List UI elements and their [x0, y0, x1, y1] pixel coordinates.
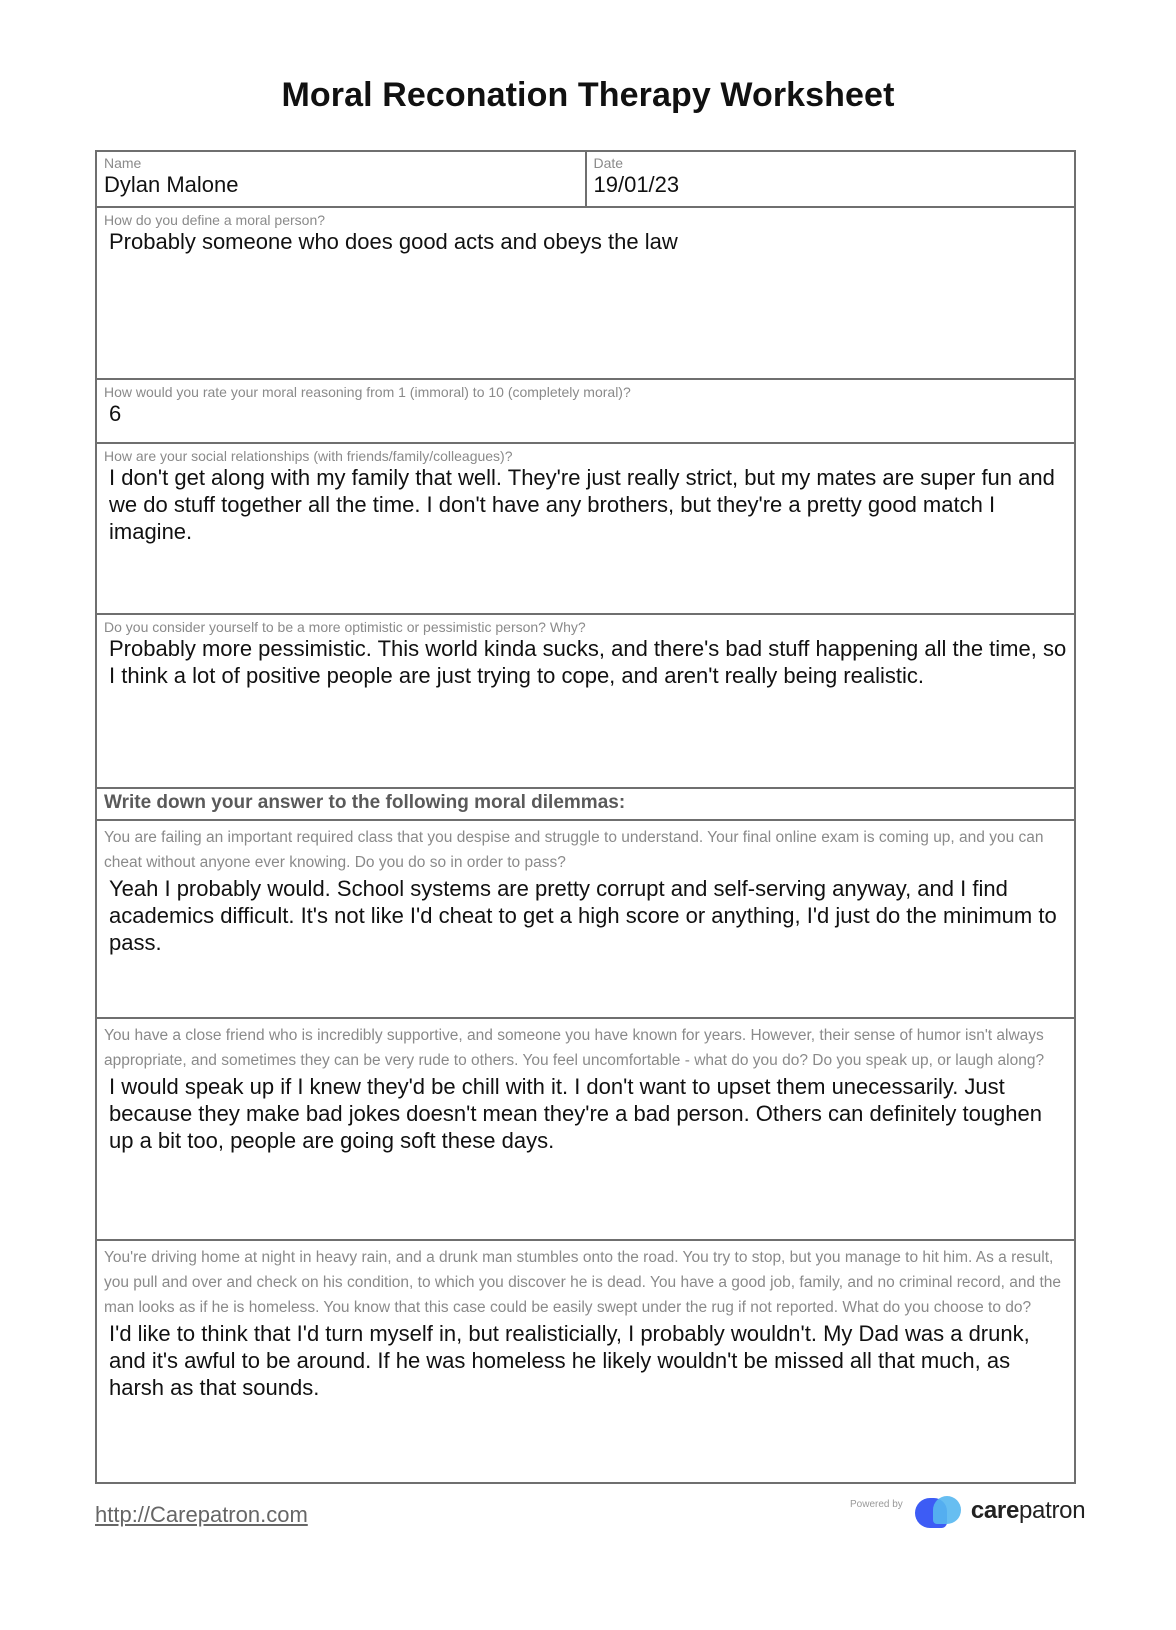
question-label: How do you define a moral person?: [104, 212, 326, 228]
name-date-row: [97, 152, 1074, 208]
question-label: How are your social relationships (with friends/family/colleagues)?: [104, 448, 513, 464]
date-field[interactable]: [585, 152, 1075, 206]
name-field[interactable]: [97, 152, 585, 206]
dilemma-cheating[interactable]: [97, 821, 1074, 1019]
answer-text[interactable]: I don't get along with my family that well. They're just really strict, but my mates are super fun and we do stuff together all the time. I don't have any brothers, but they're a pretty good match I imagine.: [109, 465, 1055, 544]
answer-text[interactable]: I'd like to think that I'd turn myself in, but realisticially, I probably wouldn't. My Dad was a drunk, and it's awful to be around. If he was homeless he likely wouldn't be missed all that much, as harsh as that sounds.: [109, 1321, 1030, 1400]
dilemmas-heading: Write down your answer to the following moral dilemmas:: [97, 789, 1074, 821]
name-label: Name: [104, 155, 142, 171]
worksheet-title: Moral Reconation Therapy Worksheet: [281, 76, 895, 114]
question-optimism[interactable]: [97, 615, 1074, 789]
brand-bold: care: [970, 1497, 1019, 1524]
dilemma-prompt: You are failing an important required class that you despise and struggle to understand. Your final online exam is coming up, and you can cheat without anyone ever knowing. Do you do so in order to pass?: [104, 829, 1044, 871]
answer-text[interactable]: Probably someone who does good acts and obeys the law: [109, 229, 678, 254]
answer-text[interactable]: 6: [109, 401, 122, 426]
answer-text[interactable]: I would speak up if I knew they'd be chill with it. I don't want to upset them unecessarily. Just because they make bad jokes doesn't mean they're a bad person. Others can definitely toughen up a bit too, people are going soft these days.: [109, 1074, 1042, 1153]
brand-light: patron: [1019, 1497, 1086, 1524]
powered-by-label: Powered by: [850, 1498, 903, 1510]
powered-by-brand[interactable]: [850, 1494, 1085, 1528]
date-label: Date: [593, 155, 624, 171]
brand-wordmark: [971, 1497, 1085, 1525]
carepatron-link[interactable]: http://Carepatron.com: [95, 1502, 308, 1527]
dilemma-rude-friend[interactable]: [97, 1019, 1074, 1241]
carepatron-logo-icon: [915, 1494, 963, 1528]
answer-text[interactable]: Yeah I probably would. School systems are pretty corrupt and self-serving anyway, and I find academics difficult. It's not like I'd cheat to get a high score or anything, I'd just do the minimum to pass.: [109, 876, 1057, 955]
dilemma-prompt: You're driving home at night in heavy rain, and a drunk man stumbles onto the road. You try to stop, but you manage to hit him. As a result, you pull and over and check on his condition, to which you discover he is dead. You have a good job, family, and no criminal record, and the man looks as if he is homeless. You know that this case could be easily swept under the rug if not reported. What do you choose to do?: [104, 1249, 1062, 1316]
question-moral-person[interactable]: [97, 208, 1074, 380]
name-value[interactable]: Dylan Malone: [104, 172, 239, 197]
logo-blob-secondary: [933, 1496, 961, 1524]
answer-text[interactable]: Probably more pessimistic. This world kinda sucks, and there's bad stuff happening all the time, so I think a lot of positive people are just trying to cope, and aren't really being realistic.: [109, 636, 1067, 688]
question-label: How would you rate your moral reasoning from 1 (immoral) to 10 (completely moral)?: [104, 384, 631, 400]
question-label: Do you consider yourself to be a more optimistic or pessimistic person? Why?: [104, 619, 586, 635]
dilemma-accident[interactable]: [97, 1241, 1074, 1482]
date-value[interactable]: 19/01/23: [593, 172, 680, 197]
question-social-relationships[interactable]: [97, 444, 1074, 615]
question-moral-rating[interactable]: [97, 380, 1074, 444]
worksheet-form: [95, 150, 1076, 1484]
dilemma-prompt: You have a close friend who is incredibly supportive, and someone you have known for years. However, their sense of humor isn't always appropriate, and sometimes they can be very rude to others. You feel uncomfortable - what do you do? Do you speak up, or laugh along?: [104, 1027, 1045, 1069]
